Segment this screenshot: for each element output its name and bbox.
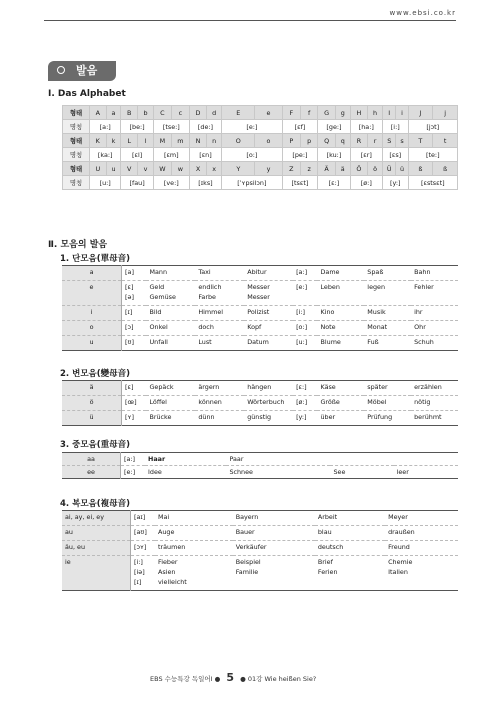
alphabet-name-row (63, 176, 458, 190)
example-word: Lust (195, 336, 244, 351)
letter-name-cell: [ɛf] (282, 120, 318, 134)
vowel-row (62, 526, 458, 541)
letter-cell: F (282, 106, 300, 120)
top-rule (44, 20, 456, 21)
example-word: Bahn (411, 266, 458, 281)
letter-cell: N (189, 134, 206, 148)
letter-name-cell: [ɛm] (153, 148, 189, 162)
vowel-letter: ö (62, 396, 122, 411)
vowel-row (62, 381, 458, 396)
vowel-ipa: [aʊ] (131, 526, 156, 541)
letter-name-cell: [ø:] (350, 176, 382, 190)
example-word: Verkäufer (233, 541, 315, 556)
letter-cell: r (368, 134, 383, 148)
letter-cell: ö (368, 162, 383, 176)
short-ipa: [ɪ] (122, 306, 147, 321)
letter-name-cell: [ɛr] (350, 148, 382, 162)
letter-cell: m (171, 134, 189, 148)
letter-name-cell: [de:] (189, 120, 221, 134)
letter-cell: I (382, 106, 396, 120)
example-word: Dame (317, 266, 364, 281)
footer-book: EBS 수능특강 독일어Ⅰ (150, 675, 213, 683)
example-word: Größe (317, 396, 364, 411)
example-word: träumen (155, 541, 233, 556)
part1-title: Ⅰ. Das Alphabet (48, 89, 126, 99)
vowel-letter: aa (62, 453, 121, 466)
vowel-letter: o (62, 321, 122, 336)
example-word: Beispiel Familie (233, 556, 315, 591)
example-word: ihr (411, 306, 458, 321)
vowel-letter: äu, eu (62, 541, 131, 556)
example-word: doch (195, 321, 244, 336)
footer-dot: ● (240, 675, 248, 683)
vowel-letter: a (62, 266, 122, 281)
letter-name-cell: [fau] (121, 176, 153, 190)
section-title: 발음 (76, 64, 98, 77)
letter-name-cell: [ɛstsɛt] (408, 176, 457, 190)
letter-cell: ß (408, 162, 433, 176)
letter-name-cell: [o:] (222, 148, 282, 162)
long-ipa: [a:] (293, 266, 317, 281)
letter-cell: s (396, 134, 408, 148)
long-ipa: [i:] (293, 306, 317, 321)
example-word: Ohr (411, 321, 458, 336)
example-word: draußen (385, 526, 458, 541)
example-word: Schnee (226, 466, 330, 479)
letter-name-cell: [be:] (121, 120, 153, 134)
letter-cell: A (90, 106, 107, 120)
example-word: können (195, 396, 244, 411)
example-word: Fieber Asien vielleicht (155, 556, 233, 591)
letter-cell: U (90, 162, 107, 176)
section-title-badge (48, 61, 116, 81)
example-word: Prüfung (364, 411, 411, 426)
letter-cell: z (300, 162, 317, 176)
example-word: nötig (411, 396, 458, 411)
example-word: Paar (226, 453, 330, 466)
letter-cell: J (408, 106, 433, 120)
alphabet-form-row (63, 106, 458, 120)
vowel-row (62, 306, 458, 321)
example-word: endlich Farbe (195, 281, 244, 306)
letter-name-cell: [u:] (90, 176, 121, 190)
letter-cell: T (408, 134, 433, 148)
monophthong-table (62, 265, 458, 351)
short-ipa: [œ] (122, 396, 147, 411)
example-word: Taxi (195, 266, 244, 281)
letter-cell: e (255, 106, 282, 120)
letter-name-cell: [ˈʏpsilɔn] (222, 176, 282, 190)
letter-cell: C (153, 106, 171, 120)
example-word: Blume (317, 336, 364, 351)
part2-title: Ⅱ. 모음의 발음 (48, 240, 108, 250)
letter-cell: y (255, 162, 282, 176)
letter-name-cell: [ɪks] (189, 176, 221, 190)
letter-cell: l (138, 134, 154, 148)
example-word: Datum (244, 336, 293, 351)
double-vowel-table (62, 452, 458, 479)
example-word: Mai (155, 511, 233, 526)
letter-cell: X (189, 162, 206, 176)
vowel-row (62, 396, 458, 411)
vowel-row (62, 453, 458, 466)
vowel-letter: ie (62, 556, 131, 591)
example-word: Abitur (244, 266, 293, 281)
vowel-row (62, 511, 458, 526)
letter-cell: c (171, 106, 189, 120)
page-number: 5 (226, 671, 235, 684)
example-word: Messer Messer (244, 281, 293, 306)
letter-cell: ä (335, 162, 350, 176)
letter-cell: x (207, 162, 222, 176)
example-word: Kopf (244, 321, 293, 336)
example-word: ärgern (195, 381, 244, 396)
vowel-row (62, 556, 458, 591)
example-word: Monat (364, 321, 411, 336)
letter-name-cell: [pe:] (282, 148, 318, 162)
example-word: günstig (244, 411, 293, 426)
letter-cell: i (396, 106, 408, 120)
double-vowel-title: 3. 중모음(重母音) (60, 440, 131, 450)
letter-cell: b (138, 106, 154, 120)
example-word: Möbel (364, 396, 411, 411)
letter-name-cell: [ve:] (153, 176, 189, 190)
example-word: Note (317, 321, 364, 336)
example-word: Bayern (233, 511, 315, 526)
example-word: über (317, 411, 364, 426)
letter-name-cell: [ɛs] (382, 148, 408, 162)
example-word: Wörterbuch (244, 396, 293, 411)
long-ipa: [ø:] (293, 396, 317, 411)
letter-cell: Y (222, 162, 255, 176)
letter-cell: t (433, 134, 458, 148)
letter-cell: M (153, 134, 171, 148)
letter-cell: p (300, 134, 317, 148)
example-word: Mann (146, 266, 195, 281)
name-label: 명칭 (63, 120, 90, 134)
vowel-letter: u (62, 336, 122, 351)
letter-cell: h (368, 106, 383, 120)
letter-cell: n (207, 134, 222, 148)
letter-cell: w (171, 162, 189, 176)
example-word: leer (394, 466, 458, 479)
example-word: Leben (317, 281, 364, 306)
letter-cell: E (222, 106, 255, 120)
example-word (330, 453, 393, 466)
letter-cell: V (121, 162, 138, 176)
short-ipa: [ʊ] (122, 336, 147, 351)
letter-cell: K (90, 134, 107, 148)
vowel-ipa: [ɔʏ] (131, 541, 156, 556)
form-label: 형태 (63, 106, 90, 120)
letter-cell: B (121, 106, 138, 120)
letter-cell: j (433, 106, 458, 120)
example-word: Freund (385, 541, 458, 556)
letter-cell: v (138, 162, 154, 176)
letter-cell: O (222, 134, 255, 148)
letter-name-cell: [e:] (222, 120, 282, 134)
example-word: erzählen (411, 381, 458, 396)
short-ipa: [ɛ] [ə] (122, 281, 147, 306)
example-word: Löffel (146, 396, 195, 411)
letter-cell: Ü (382, 162, 396, 176)
example-word: See (330, 466, 393, 479)
letter-cell: D (189, 106, 206, 120)
letter-cell: k (106, 134, 121, 148)
example-word: Geld Gemüse (146, 281, 195, 306)
alphabet-form-row (63, 134, 458, 148)
umlaut-table (62, 380, 458, 426)
example-word: hängen (244, 381, 293, 396)
example-word: Arbeit (315, 511, 385, 526)
letter-name-cell: [ha:] (350, 120, 382, 134)
example-word: Schuh (411, 336, 458, 351)
name-label: 명칭 (63, 148, 90, 162)
vowel-row (62, 321, 458, 336)
letter-name-cell: [tsɛt] (282, 176, 318, 190)
example-word: später (364, 381, 411, 396)
letter-name-cell: [i:] (382, 120, 408, 134)
vowel-row (62, 541, 458, 556)
letter-cell: Z (282, 162, 300, 176)
example-word: berühmt (411, 411, 458, 426)
letter-cell: Ö (350, 162, 368, 176)
example-word: deutsch (315, 541, 385, 556)
site-url: www.ebsi.co.kr (389, 9, 456, 17)
letter-cell: P (282, 134, 300, 148)
example-word: Brücke (146, 411, 195, 426)
letter-name-cell: [a:] (90, 120, 121, 134)
example-word: Auge (155, 526, 233, 541)
vowel-ipa: [aɪ] (131, 511, 156, 526)
vowel-ipa: [a:] (121, 453, 146, 466)
example-word: Bauer (233, 526, 315, 541)
alphabet-table (62, 105, 458, 190)
vowel-letter: ü (62, 411, 122, 426)
example-word: Käse (317, 381, 364, 396)
letter-name-cell: [ge:] (318, 120, 350, 134)
diphthong-title: 4. 복모음(複母音) (60, 499, 131, 509)
example-word: Unfall (146, 336, 195, 351)
vowel-letter: i (62, 306, 122, 321)
example-word: dünn (195, 411, 244, 426)
example-word: Kino (317, 306, 364, 321)
letter-name-cell: [jɔt] (408, 120, 457, 134)
footer-lesson: 01강 Wie heißen Sie? (247, 675, 317, 683)
letter-cell: q (335, 134, 350, 148)
short-ipa: [ʏ] (122, 411, 147, 426)
form-label: 형태 (63, 162, 90, 176)
diphthong-table (62, 510, 458, 591)
alphabet-name-row (63, 120, 458, 134)
letter-cell: Ä (318, 162, 336, 176)
example-word: Fuß (364, 336, 411, 351)
vowel-letter: e (62, 281, 122, 306)
footer (150, 671, 316, 684)
letter-cell: L (121, 134, 138, 148)
letter-cell: o (255, 134, 282, 148)
letter-name-cell: [y:] (382, 176, 408, 190)
example-word (394, 453, 458, 466)
letter-cell: S (382, 134, 396, 148)
footer-dot: ● (214, 675, 223, 683)
letter-cell: ü (396, 162, 408, 176)
vowel-ipa: [i:] [iə] [ɪ] (131, 556, 156, 591)
letter-name-cell: [ka:] (90, 148, 121, 162)
circle-icon (57, 66, 65, 74)
vowel-ipa: [e:] (121, 466, 146, 479)
letter-name-cell: [ɛ:] (318, 176, 350, 190)
letter-cell: G (318, 106, 336, 120)
letter-name-cell: [ɛl] (121, 148, 153, 162)
vowel-letter: au (62, 526, 131, 541)
example-word: Bild (146, 306, 195, 321)
letter-cell: a (106, 106, 121, 120)
example-word: Chemie Italien (385, 556, 458, 591)
example-word: Himmel (195, 306, 244, 321)
example-word: Polizist (244, 306, 293, 321)
letter-name-cell: [ɛn] (189, 148, 221, 162)
alphabet-form-row (63, 162, 458, 176)
vowel-row (62, 411, 458, 426)
letter-cell: W (153, 162, 171, 176)
alphabet-name-row (63, 148, 458, 162)
long-ipa: [u:] (293, 336, 317, 351)
letter-cell: f (300, 106, 317, 120)
vowel-row (62, 281, 458, 306)
vowel-row (62, 466, 458, 479)
letter-cell: H (350, 106, 368, 120)
long-ipa: [e:] (293, 281, 317, 306)
vowel-row (62, 336, 458, 351)
example-word: legen (364, 281, 411, 306)
example-word: Onkel (146, 321, 195, 336)
short-ipa: [ɔ] (122, 321, 147, 336)
letter-name-cell: [te:] (408, 148, 457, 162)
example-word: blau (315, 526, 385, 541)
letter-cell: d (207, 106, 222, 120)
example-word: Idee (145, 466, 226, 479)
example-word: Haar (145, 453, 226, 466)
example-word: Gepäck (146, 381, 195, 396)
short-ipa: [a] (122, 266, 147, 281)
form-label: 형태 (63, 134, 90, 148)
vowel-letter: ä (62, 381, 122, 396)
monophthong-title: 1. 단모음(單母音) (60, 254, 131, 264)
long-ipa: [y:] (293, 411, 317, 426)
long-ipa: [o:] (293, 321, 317, 336)
letter-cell: g (335, 106, 350, 120)
short-ipa: [ɛ] (122, 381, 147, 396)
umlaut-title: 2. 변모음(變母音) (60, 369, 131, 379)
vowel-row (62, 266, 458, 281)
letter-cell: u (106, 162, 121, 176)
letter-name-cell: [ku:] (318, 148, 350, 162)
long-ipa: [ɛ:] (293, 381, 317, 396)
letter-cell: R (350, 134, 368, 148)
name-label: 명칭 (63, 176, 90, 190)
letter-cell: Q (318, 134, 336, 148)
vowel-letter: ee (62, 466, 121, 479)
example-word: Meyer (385, 511, 458, 526)
example-word: Fehler (411, 281, 458, 306)
example-word: Spaß (364, 266, 411, 281)
letter-cell: ß (433, 162, 458, 176)
letter-name-cell: [tse:] (153, 120, 189, 134)
vowel-letter: ai, ay, ei, ey (62, 511, 131, 526)
example-word: Brief Ferien (315, 556, 385, 591)
example-word: Musik (364, 306, 411, 321)
